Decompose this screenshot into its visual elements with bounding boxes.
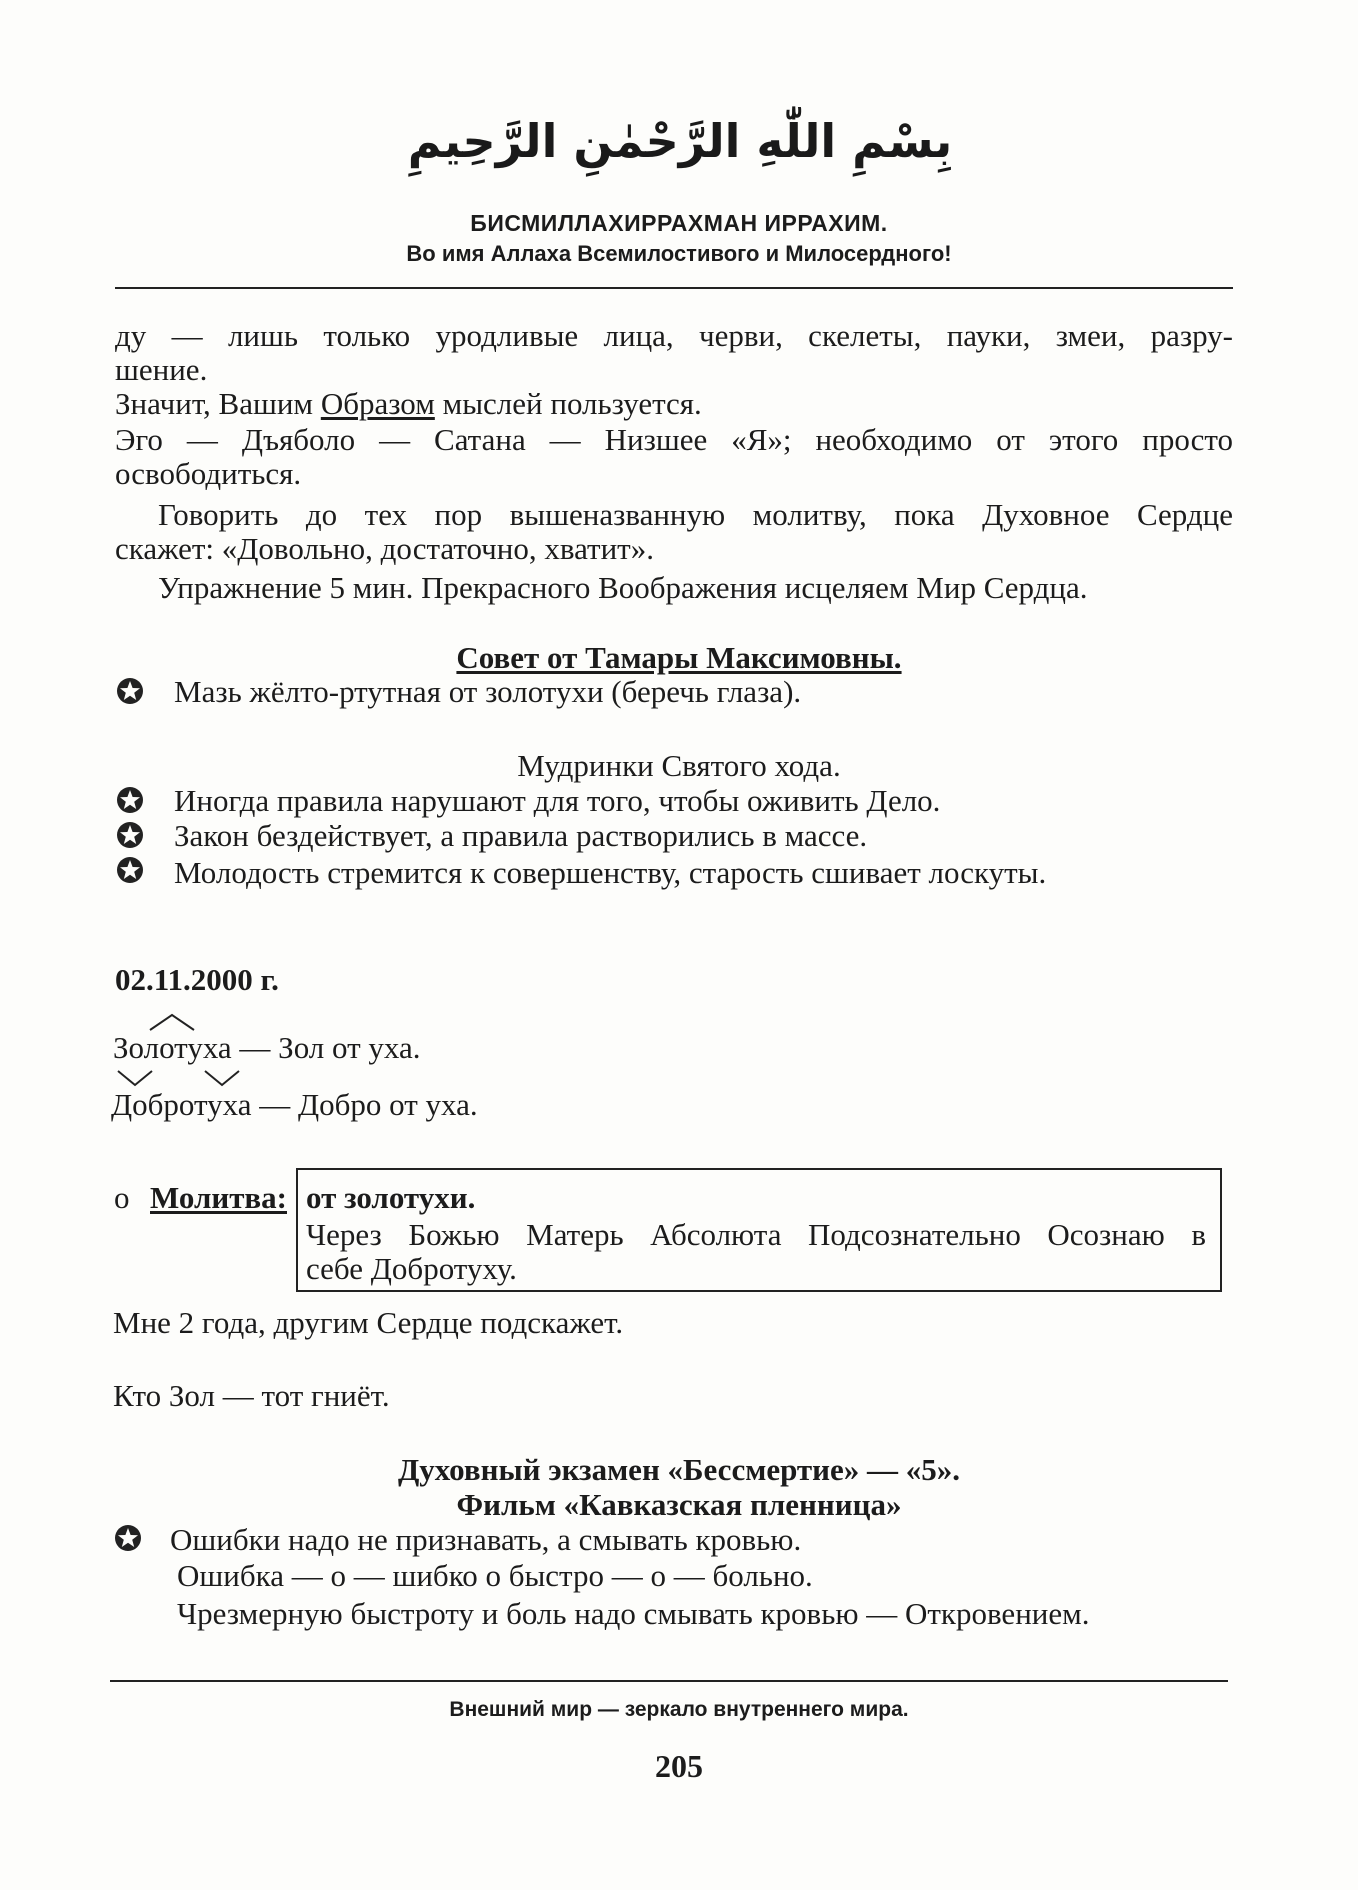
wisdom-item-1: Иногда правила нарушают для того, чтобы оживить Дело.	[174, 783, 941, 818]
paragraph-2-pre: Значит, Вашим	[115, 386, 321, 421]
star-bullet-icon	[115, 820, 145, 850]
header-subtitle: Во имя Аллаха Всемилостивого и Милосердного!	[406, 241, 952, 266]
note-2: Кто Зол — тот гниёт.	[113, 1378, 390, 1413]
wisdom-item-3: Молодость стремится к совершенству, старость сшивает лоскуты.	[174, 855, 1047, 890]
prayer-label: Молитва:	[150, 1180, 287, 1215]
paragraph-3-line-2: освободиться.	[115, 456, 302, 491]
prayer-line-1: Через Божью Матерь Абсолюта Подсознательно Осознаю в	[306, 1217, 1206, 1252]
star-bullet-icon	[115, 785, 145, 815]
entry-date: 02.11.2000 г.	[115, 962, 279, 997]
advice-item: Мазь жёлто-ртутная от золотухи (беречь глаза).	[174, 674, 802, 709]
star-bullet-icon	[115, 676, 145, 706]
paragraph-3-line-1: Эго — Дъяболо — Сатана — Низшее «Я»; необходимо от этого просто	[115, 422, 1233, 457]
page-number: 205	[655, 1748, 703, 1784]
paragraph-2	[115, 386, 702, 422]
exam-line-1: Ошибки надо не признавать, а смывать кровью.	[170, 1522, 802, 1557]
wisdom-item-2: Закон бездействует, а правила растворились в массе.	[174, 818, 868, 853]
prayer-marker: о	[114, 1180, 130, 1215]
prayer-title: от золотухи.	[306, 1180, 476, 1215]
footer-motto: Внешний мир — зеркало внутреннего мира.	[449, 1698, 909, 1721]
paragraph-1-line-1: ду — лишь только уродливые лица, черви, скелеты, пауки, змеи, разру-	[115, 318, 1233, 353]
paragraph-2-post: мыслей пользуется.	[434, 386, 702, 421]
exam-line-2: Ошибка — о — шибко о быстро — о — больно.	[177, 1558, 813, 1593]
bismillah-text: بِسْمِ اللّٰهِ الرَّحْمٰنِ الرَّحِيمِ	[407, 114, 953, 168]
exam-line-3: Чрезмерную быстроту и боль надо смывать кровью — Откровением.	[177, 1596, 1090, 1631]
note-1: Мне 2 года, другим Сердце подскажет.	[113, 1305, 624, 1340]
stress-mark-icon	[147, 1012, 197, 1032]
advice-heading: Совет от Тамары Максимовны.	[456, 640, 902, 675]
header-divider	[115, 287, 1233, 289]
prayer-line-2: себе Добротуху.	[306, 1251, 517, 1286]
wordplay-line-1: Золотуха — Зол от уха.	[113, 1030, 421, 1065]
star-bullet-icon	[113, 1523, 143, 1553]
paragraph-4-line-2: скажет: «Довольно, достаточно, хватит».	[115, 531, 654, 566]
stress-mark-icon	[115, 1068, 155, 1088]
exam-heading-2: Фильм «Кавказская пленница»	[456, 1487, 902, 1522]
stress-mark-icon	[202, 1068, 242, 1088]
paragraph-4-line-1: Говорить до тех пор вышеназванную молитву, пока Духовное Сердце	[158, 497, 1233, 532]
header-title: БИСМИЛЛАХИРРАХМАН ИРРАХИМ.	[470, 210, 888, 236]
wisdom-heading: Мудринки Святого хода.	[517, 748, 841, 783]
footer-divider	[110, 1680, 1228, 1682]
exam-heading-1: Духовный экзамен «Бессмертие» — «5».	[397, 1452, 961, 1487]
wordplay-line-2: Добротуха — Добро от уха.	[111, 1087, 478, 1122]
paragraph-5: Упражнение 5 мин. Прекрасного Воображения исцеляем Мир Сердца.	[158, 570, 1088, 605]
paragraph-2-underlined: Образом	[320, 386, 435, 421]
paragraph-1-line-2: шение.	[115, 352, 208, 387]
bismillah-calligraphy	[407, 95, 953, 185]
star-bullet-icon	[115, 855, 145, 885]
